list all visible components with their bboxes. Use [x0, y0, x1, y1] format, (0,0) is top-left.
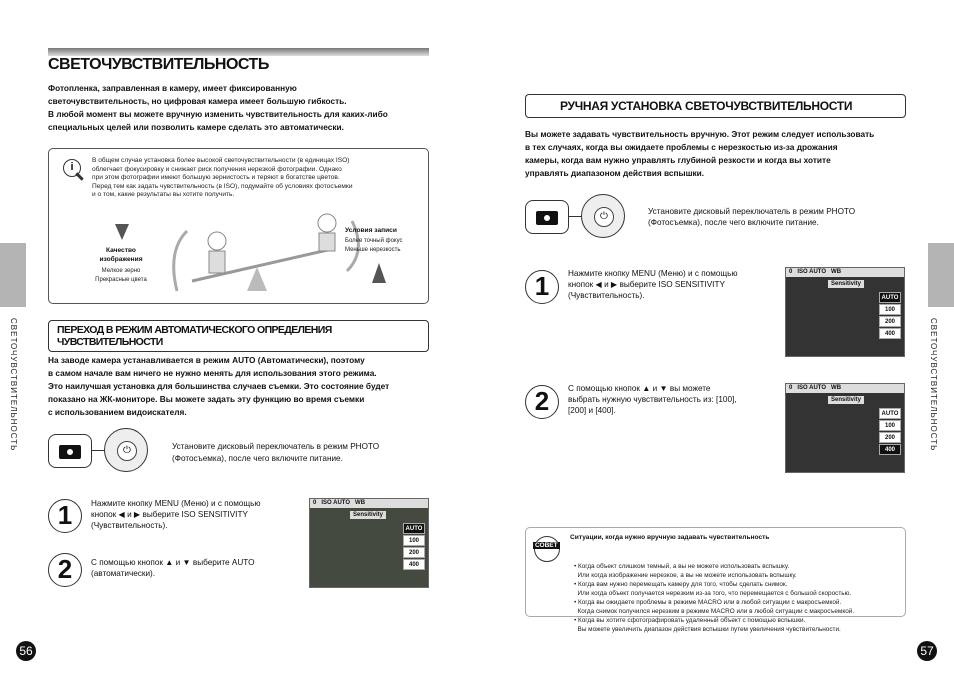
lcd-screen-right-2: 0 ISO AUTO WB Sensitivity AUTO 100 200 400 — [785, 383, 905, 473]
step-1-number-right: 1 — [525, 270, 559, 304]
step-2-text-right: С помощью кнопок ▲ и ▼ вы можете выбрать нужную чувствительность из: [100], [200] и [400]. — [568, 384, 737, 415]
lightbulb-icon — [534, 536, 560, 562]
left-tab — [0, 243, 26, 307]
dial-text-right: Установите дисковый переключатель в режим PHOTO (Фотосъемка), после чего включите питание. — [648, 207, 856, 227]
mode-dial-left — [48, 428, 178, 476]
mode-dial-right — [525, 194, 655, 242]
info-box — [48, 148, 429, 304]
lcd-options: AUTO 100 200 400 — [403, 523, 425, 571]
quality-sub: Мелкое зерно Прекрасные цвета — [95, 268, 147, 283]
left-page-number: 56 — [16, 641, 36, 661]
right-side-label: СВЕТОЧУВСТВИТЕЛЬНОСТЬ — [929, 318, 938, 452]
step-2-number-left: 2 — [48, 553, 82, 587]
page-title: СВЕТОЧУВСТВИТЕЛЬНОСТЬ — [48, 56, 269, 73]
conditions-label: Условия записи — [345, 227, 397, 234]
right-page-number: 57 — [917, 641, 937, 661]
lcd-screen-right-1: 0 ISO AUTO WB Sensitivity AUTO 100 200 400 — [785, 267, 905, 357]
step-2-text-left: С помощью кнопок ▲ и ▼ выберите AUTO (автоматически). — [91, 558, 255, 578]
info-text: В общем случае установка более высокой светочувствительности (в единицах ISO) облегчает фокусировку и снижает риск получения нерезкой фотографии. Однако при этом фотографии имеют большую зернистость и теряют в богатстве цветов. Перед тем как задать чувствительность (в ISO), подумайте об условиях фотосъемки и о том, какие результаты вы хотите получить. — [92, 157, 353, 199]
camera-icon — [525, 200, 569, 234]
auto-section-text: На заводе камера устанавливается в режим AUTO (Автоматически), поэтому в самом начале вам ничего не нужно менять для использования этого режима. Это наилучшая установка для большинства случаев съемки. Это состояние будет показано на ЖК-мониторе. Вы можете задать эту функцию во время съемки с использованием видоискателя. — [48, 355, 390, 417]
lcd-top-bar: 0 ISO AUTO WB — [310, 499, 428, 508]
step-1-number-left: 1 — [48, 499, 82, 533]
dial-icon: ⏻ — [581, 194, 625, 238]
title-bar — [48, 48, 429, 56]
step-1-text-right: Нажмите кнопку MENU (Меню) и с помощью кнопок ◀ и ▶ выберите ISO SENSITIVITY (Чувствительность). — [568, 269, 738, 300]
dial-text-left: Установите дисковый переключатель в режим PHOTO (Фотосъемка), после чего включите питание. — [172, 442, 380, 463]
tip-title: Ситуации, когда нужно вручную задавать чувствительность — [570, 534, 770, 541]
tip-list: • Когда объект слишком темный, а вы не можете использовать вспышку. Или когда изображение нерезкое, а вы не можете использовать вспышку. • Когда вам нужно перемещать камеру для того, чтобы сделать снимок. Или когда объект получается нерезким из-за того, что перемещается с большой скоростью. • Когда вы ожидаете проблемы в режиме MACRO или в любой ситуации с макросъемкой. Когда снимок получился нерезким в режиме MACRO или в любой ситуации с макросъемкой. • Когда вы хотите сфотографировать удаленный объект с помощью вспышки. Вы можете увеличить диапазон действия вспышки путем увеличения чувствительности. — [574, 563, 855, 633]
tip-badge: СОВЕТ — [535, 542, 558, 549]
left-side-label: СВЕТОЧУВСТВИТЕЛЬНОСТЬ — [9, 318, 18, 452]
tip-box — [525, 527, 906, 633]
info-icon: i — [63, 159, 81, 177]
manual-section-text: Вы можете задавать чувствительность вручную. Этот режим следует использовать в тех случаях, когда вы ожидаете проблемы с нерезкостью из-за дрожания камеры, когда вам нужно управлять глубиной резкости и когда вы хотите управлять диапазоном действия вспышки. — [525, 129, 875, 178]
intro-text: Фотопленка, заправленная в камеру, имеет фиксированную светочувствительность, но цифровая камера имеет большую гибкость. В любой момент вы можете вручную изменить чувствительность для каких-либо специальных целей или позволить камере сделать это автоматически. — [48, 83, 388, 132]
up-arrow-icon — [372, 263, 386, 283]
down-arrow-icon — [115, 224, 129, 240]
conditions-sub: Более точный фокус Меньше нерезкость — [345, 238, 403, 253]
dial-icon: ⏻ — [104, 428, 148, 472]
lcd-sensitivity-label: Sensitivity — [350, 511, 386, 519]
lcd-screen-left — [309, 498, 429, 588]
right-tab — [928, 243, 954, 307]
auto-section-title: ПЕРЕХОД В РЕЖИМ АВТОМАТИЧЕСКОГО ОПРЕДЕЛЕНИЯ ЧУВСТВИТЕЛЬНОСТИ — [48, 320, 429, 352]
step-1-text-left: Нажмите кнопку MENU (Меню) и с помощью кнопок ◀ и ▶ выберите ISO SENSITIVITY (Чувствительность). — [91, 499, 261, 530]
manual-section-title: РУЧНАЯ УСТАНОВКА СВЕТОЧУВСТВИТЕЛЬНОСТИ — [525, 94, 906, 118]
step-2-number-right: 2 — [525, 385, 559, 419]
quality-label: Качество изображения — [99, 247, 143, 263]
camera-icon — [48, 434, 92, 468]
seesaw-illustration — [157, 211, 367, 301]
magnifier-handle-icon — [75, 172, 83, 180]
